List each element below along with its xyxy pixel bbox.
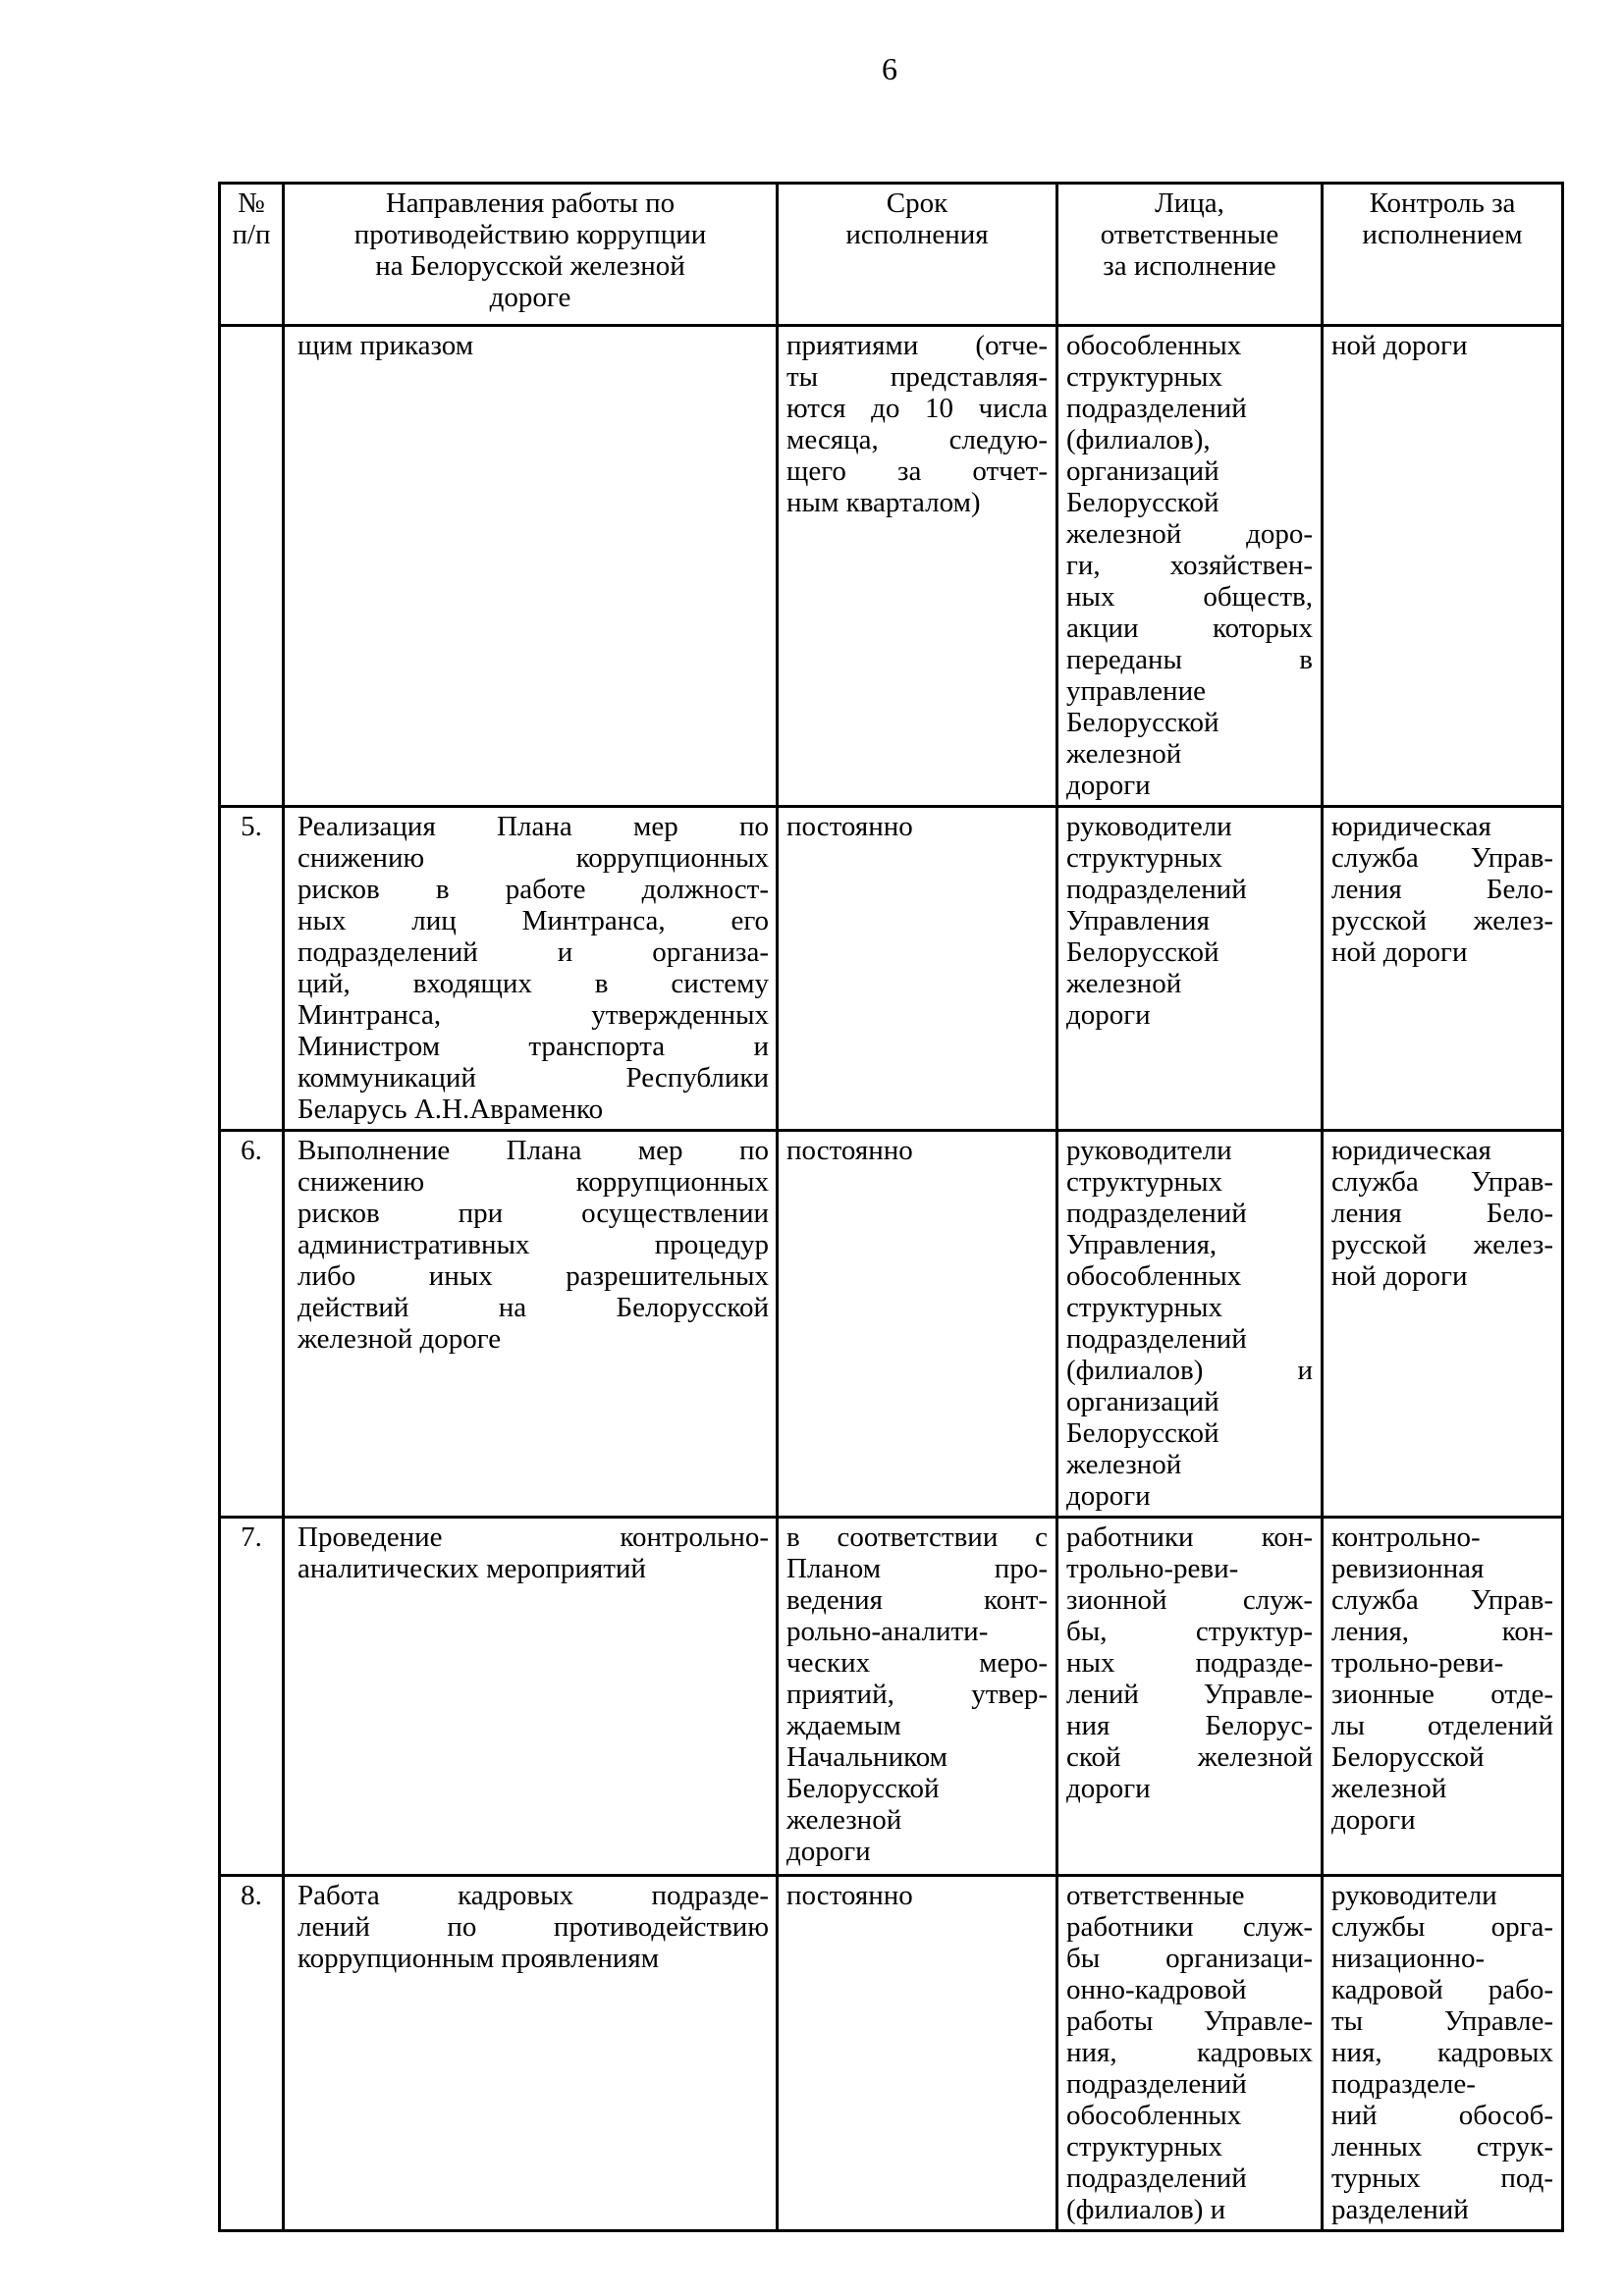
header-cell-control: Контроль за исполнением <box>1323 184 1563 326</box>
anti-corruption-plan-table <box>218 182 1564 2232</box>
cell-control: ной дороги <box>1323 326 1563 807</box>
cell-number: 6. <box>220 1131 284 1518</box>
cell-persons: работники кон- трольно-реви- зионной служ- бы, структур- ных подразде- лений Управле- ния Белорус- ской железной дороги <box>1057 1518 1323 1876</box>
cell-control: контрольно- ревизионная служба Управ- ления, кон- трольно-реви- зионные отде- лы отделений Белорусской железной дороги <box>1323 1518 1563 1876</box>
cell-control: руководители службы орга- низационно- кадровой рабо- ты Управле- ния, кадровых подразделе- ний обособ- ленных струк- турных под- разделений <box>1323 1876 1563 2231</box>
cell-persons: руководители структурных подразделений Управления Белорусской железной дороги <box>1057 807 1323 1131</box>
table-row-5 <box>220 807 1563 1131</box>
cell-direction: Проведение контрольно- аналитических мероприятий <box>284 1518 778 1876</box>
table-row-6 <box>220 1131 1563 1518</box>
cell-control: юридическая служба Управ- ления Бело- русской желез- ной дороги <box>1323 1131 1563 1518</box>
header-cell-directions: Направления работы по противодействию коррупции на Белорусской железной дороге <box>284 184 778 326</box>
cell-number: 5. <box>220 807 284 1131</box>
cell-direction: Работа кадровых подразде- лений по противодействию коррупционным проявлениям <box>284 1876 778 2231</box>
cell-direction: Выполнение Плана мер по снижению коррупционных рисков при осуществлении административных процедур либо иных разрешительных действий на Белорусской железной дороге <box>284 1131 778 1518</box>
cell-number: 8. <box>220 1876 284 2231</box>
cell-term: в соответствии с Планом про- ведения конт- рольно-аналити- ческих меро- приятий, утвер- ждаемым Начальником Белорусской железной дороги <box>778 1518 1057 1876</box>
table-row-7 <box>220 1518 1563 1876</box>
cell-number <box>220 326 284 807</box>
cell-persons: ответственные работники служ- бы организаци- онно-кадровой работы Управле- ния, кадровых подразделений обособленных структурных подразделений (филиалов) и <box>1057 1876 1323 2231</box>
header-cell-term: Срок исполнения <box>778 184 1057 326</box>
cell-direction: щим приказом <box>284 326 778 807</box>
cell-control: юридическая служба Управ- ления Бело- русской желез- ной дороги <box>1323 807 1563 1131</box>
cell-direction: Реализация Плана мер по снижению коррупционных рисков в работе должност- ных лиц Минтранса, его подразделений и организа- ций, входящих в систему Минтранса, утвержденных Министром транспорта и коммуникаций Республики Беларусь А.Н.Авраменко <box>284 807 778 1131</box>
table-row-continuation <box>220 326 1563 807</box>
header-cell-persons: Лица, ответственные за исполнение <box>1057 184 1323 326</box>
table-row-8 <box>220 1876 1563 2231</box>
cell-persons: обособленных структурных подразделений (филиалов), организаций Белорусской железной доро- ги, хозяйствен- ных обществ, акции которых переданы в управление Белорусской железной дороги <box>1057 326 1323 807</box>
cell-term: постоянно <box>778 1876 1057 2231</box>
table-header-row <box>220 184 1563 326</box>
header-cell-number: № п/п <box>220 184 284 326</box>
page-number: 6 <box>882 51 897 86</box>
cell-term: приятиями (отче- ты представляя- ются до 10 числа месяца, следую- щего за отчет- ным кварталом) <box>778 326 1057 807</box>
cell-number: 7. <box>220 1518 284 1876</box>
cell-term: постоянно <box>778 807 1057 1131</box>
cell-persons: руководители структурных подразделений Управления, обособленных структурных подразделений (филиалов) и организаций Белорусской железной дороги <box>1057 1131 1323 1518</box>
cell-term: постоянно <box>778 1131 1057 1518</box>
